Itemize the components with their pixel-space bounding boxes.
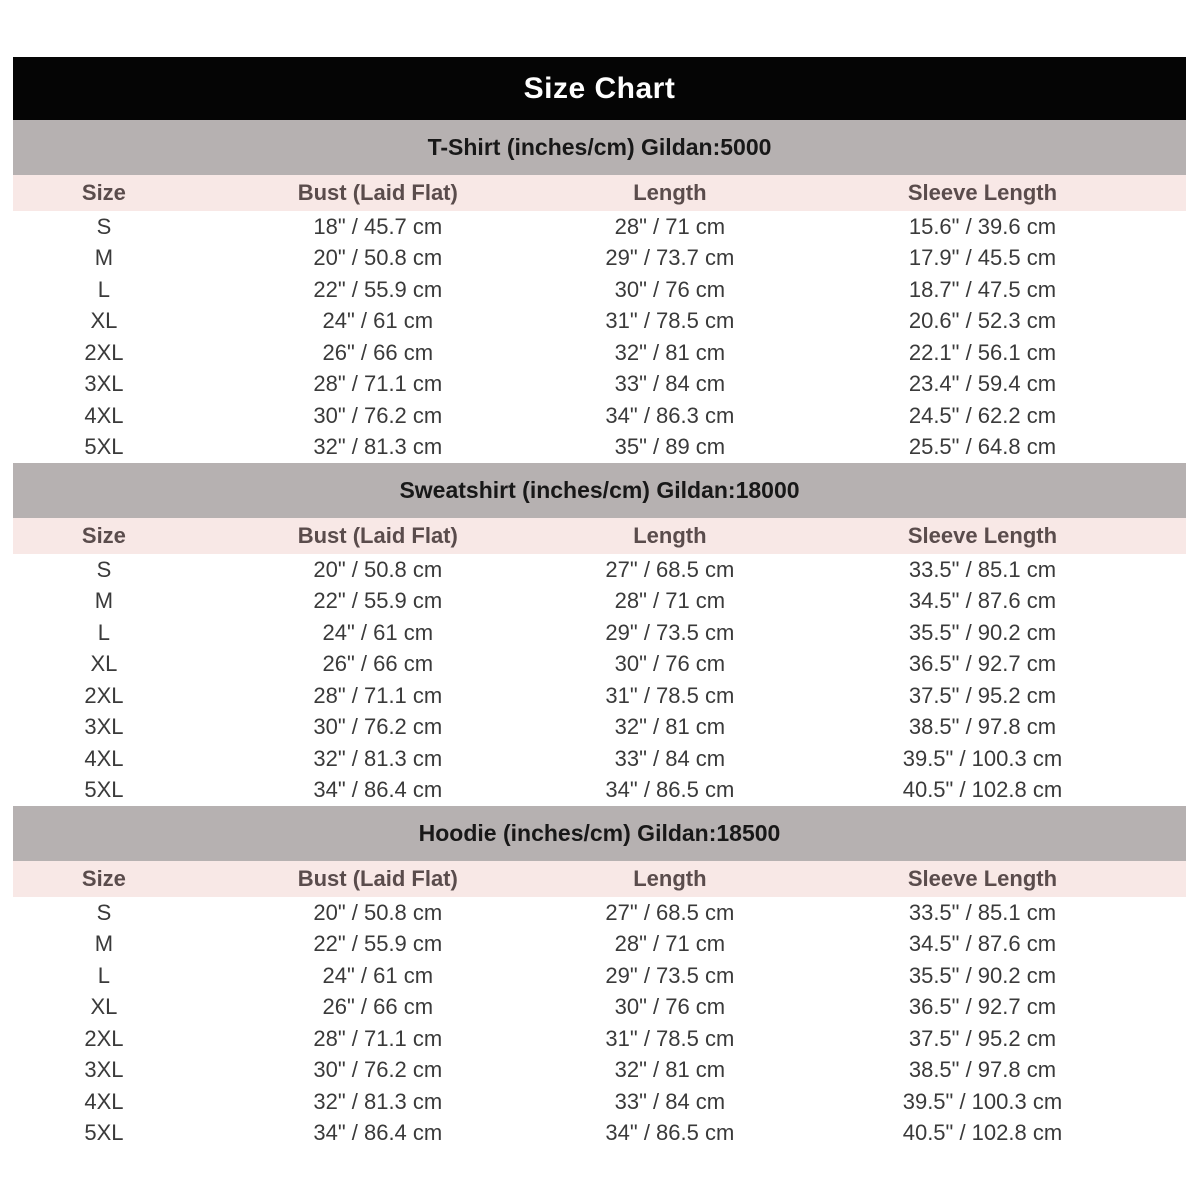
table-row: [13, 1086, 1186, 1118]
column-header-length: Length: [633, 523, 707, 548]
section-heading-text: Hoodie (inches/cm) Gildan:18500: [418, 820, 781, 846]
table-row: [13, 400, 1186, 432]
table-body-sweatshirt: [13, 554, 1186, 806]
table-cell: 27" / 68.5 cm: [605, 899, 735, 925]
table-header-row: [13, 861, 1186, 897]
table-cell: 34" / 86.3 cm: [605, 402, 735, 428]
table-cell: 23.4" / 59.4 cm: [908, 371, 1057, 397]
column-header-size: Size: [81, 523, 126, 548]
table-cell: S: [96, 899, 112, 925]
table-row: [13, 1118, 1186, 1150]
table-row: [13, 960, 1186, 992]
table-cell: 22" / 55.9 cm: [313, 588, 443, 614]
table-row: [13, 369, 1186, 401]
column-header-sleeve: Sleeve Length: [907, 866, 1058, 891]
table-cell: 29" / 73.5 cm: [605, 619, 735, 645]
table-cell: 30" / 76 cm: [614, 276, 726, 302]
table-cell: 5XL: [84, 777, 124, 803]
table-row: [13, 992, 1186, 1024]
table-cell: 40.5" / 102.8 cm: [902, 1120, 1063, 1146]
column-header-size: Size: [81, 866, 126, 891]
table-cell: 37.5" / 95.2 cm: [908, 682, 1057, 708]
table-row: [13, 274, 1186, 306]
table-cell: M: [94, 588, 114, 614]
table-cell: 27" / 68.5 cm: [605, 556, 735, 582]
table-cell: 29" / 73.5 cm: [605, 962, 735, 988]
table-cell: 18.7" / 47.5 cm: [908, 276, 1057, 302]
size-chart: [13, 57, 1186, 1149]
table-header-row: [13, 175, 1186, 211]
table-cell: L: [97, 276, 111, 302]
table-cell: 32" / 81.3 cm: [313, 745, 443, 771]
table-cell: 2XL: [84, 339, 124, 365]
table-cell: 33.5" / 85.1 cm: [908, 899, 1057, 925]
table-cell: 20" / 50.8 cm: [313, 245, 443, 271]
table-cell: 4XL: [84, 745, 124, 771]
table-cell: 18" / 45.7 cm: [313, 213, 443, 239]
table-cell: 32" / 81 cm: [614, 1057, 726, 1083]
size-chart-title-bar: [13, 57, 1186, 120]
table-cell: 39.5" / 100.3 cm: [902, 745, 1063, 771]
table-row: [13, 306, 1186, 338]
section-heading-text: T-Shirt (inches/cm) Gildan:5000: [427, 134, 772, 160]
column-header-sleeve: Sleeve Length: [907, 180, 1058, 205]
table-cell: 36.5" / 92.7 cm: [908, 651, 1057, 677]
table-cell: 26" / 66 cm: [322, 651, 434, 677]
table-cell: 34" / 86.4 cm: [313, 1120, 443, 1146]
section-sweatshirt: [13, 463, 1186, 806]
section-hoodie: [13, 806, 1186, 1149]
table-cell: 4XL: [84, 402, 124, 428]
table-cell: 36.5" / 92.7 cm: [908, 994, 1057, 1020]
table-cell: L: [97, 962, 111, 988]
table-row: [13, 1023, 1186, 1055]
section-tshirt: [13, 120, 1186, 463]
table-cell: 26" / 66 cm: [322, 339, 434, 365]
table-cell: 22.1" / 56.1 cm: [908, 339, 1057, 365]
table-cell: 34" / 86.4 cm: [313, 777, 443, 803]
table-cell: 30" / 76 cm: [614, 994, 726, 1020]
column-header-bust: Bust (Laid Flat): [297, 523, 458, 548]
table-cell: 28" / 71 cm: [614, 213, 726, 239]
table-cell: XL: [90, 651, 118, 677]
table-cell: 2XL: [84, 682, 124, 708]
table-cell: 4XL: [84, 1088, 124, 1114]
table-row: [13, 617, 1186, 649]
section-heading: [13, 806, 1186, 861]
table-cell: 33" / 84 cm: [614, 371, 726, 397]
table-cell: 28" / 71.1 cm: [313, 1025, 443, 1051]
table-cell: 24" / 61 cm: [322, 619, 434, 645]
table-cell: 30" / 76.2 cm: [313, 1057, 443, 1083]
column-header-length: Length: [633, 180, 707, 205]
table-cell: 3XL: [84, 371, 124, 397]
table-body-hoodie: [13, 897, 1186, 1149]
table-row: [13, 586, 1186, 618]
table-row: [13, 897, 1186, 929]
table-cell: XL: [90, 308, 118, 334]
table-cell: 33" / 84 cm: [614, 1088, 726, 1114]
table-cell: 20" / 50.8 cm: [313, 556, 443, 582]
table-cell: 22" / 55.9 cm: [313, 931, 443, 957]
column-header-bust: Bust (Laid Flat): [297, 180, 458, 205]
section-heading-text: Sweatshirt (inches/cm) Gildan:18000: [399, 477, 800, 503]
table-row: [13, 929, 1186, 961]
page-title: Size Chart: [523, 71, 676, 105]
column-header-size: Size: [81, 180, 126, 205]
table-cell: 34.5" / 87.6 cm: [908, 931, 1057, 957]
column-header-bust: Bust (Laid Flat): [297, 866, 458, 891]
table-cell: 35.5" / 90.2 cm: [908, 962, 1057, 988]
section-heading: [13, 120, 1186, 175]
table-header-row: [13, 518, 1186, 554]
table-cell: 5XL: [84, 1120, 124, 1146]
table-cell: 20" / 50.8 cm: [313, 899, 443, 925]
table-cell: 28" / 71 cm: [614, 931, 726, 957]
table-cell: 39.5" / 100.3 cm: [902, 1088, 1063, 1114]
table-row: [13, 337, 1186, 369]
table-cell: 30" / 76.2 cm: [313, 714, 443, 740]
table-cell: L: [97, 619, 111, 645]
table-row: [13, 712, 1186, 744]
table-cell: 31" / 78.5 cm: [605, 308, 735, 334]
table-cell: 15.6" / 39.6 cm: [908, 213, 1057, 239]
table-cell: 34" / 86.5 cm: [605, 1120, 735, 1146]
table-cell: 31" / 78.5 cm: [605, 1025, 735, 1051]
table-cell: 33.5" / 85.1 cm: [908, 556, 1057, 582]
table-row: [13, 243, 1186, 275]
table-cell: 29" / 73.7 cm: [605, 245, 735, 271]
table-row: [13, 554, 1186, 586]
table-cell: 32" / 81 cm: [614, 714, 726, 740]
table-cell: 28" / 71.1 cm: [313, 682, 443, 708]
table-cell: 34.5" / 87.6 cm: [908, 588, 1057, 614]
table-row: [13, 680, 1186, 712]
table-cell: 26" / 66 cm: [322, 994, 434, 1020]
table-cell: 30" / 76 cm: [614, 651, 726, 677]
table-row: [13, 432, 1186, 464]
table-cell: 17.9" / 45.5 cm: [908, 245, 1057, 271]
table-cell: M: [94, 245, 114, 271]
table-row: [13, 1055, 1186, 1087]
table-row: [13, 775, 1186, 807]
table-cell: 24.5" / 62.2 cm: [908, 402, 1057, 428]
table-cell: 33" / 84 cm: [614, 745, 726, 771]
table-cell: M: [94, 931, 114, 957]
table-cell: 38.5" / 97.8 cm: [908, 1057, 1057, 1083]
table-cell: S: [96, 556, 112, 582]
table-cell: S: [96, 213, 112, 239]
table-cell: 25.5" / 64.8 cm: [908, 434, 1057, 460]
column-header-length: Length: [633, 866, 707, 891]
table-cell: 37.5" / 95.2 cm: [908, 1025, 1057, 1051]
table-cell: 2XL: [84, 1025, 124, 1051]
column-header-sleeve: Sleeve Length: [907, 523, 1058, 548]
table-row: [13, 649, 1186, 681]
table-cell: 32" / 81 cm: [614, 339, 726, 365]
table-cell: 32" / 81.3 cm: [313, 434, 443, 460]
table-cell: 24" / 61 cm: [322, 962, 434, 988]
table-cell: 24" / 61 cm: [322, 308, 434, 334]
table-cell: 31" / 78.5 cm: [605, 682, 735, 708]
table-cell: 35.5" / 90.2 cm: [908, 619, 1057, 645]
table-row: [13, 743, 1186, 775]
section-heading: [13, 463, 1186, 518]
table-cell: 30" / 76.2 cm: [313, 402, 443, 428]
table-cell: 5XL: [84, 434, 124, 460]
table-cell: 3XL: [84, 714, 124, 740]
table-cell: 28" / 71 cm: [614, 588, 726, 614]
table-cell: 28" / 71.1 cm: [313, 371, 443, 397]
table-cell: 20.6" / 52.3 cm: [908, 308, 1057, 334]
table-row: [13, 211, 1186, 243]
table-cell: 40.5" / 102.8 cm: [902, 777, 1063, 803]
table-cell: 38.5" / 97.8 cm: [908, 714, 1057, 740]
table-body-tshirt: [13, 211, 1186, 463]
table-cell: 32" / 81.3 cm: [313, 1088, 443, 1114]
table-cell: 35" / 89 cm: [614, 434, 726, 460]
table-cell: XL: [90, 994, 118, 1020]
table-cell: 3XL: [84, 1057, 124, 1083]
table-cell: 34" / 86.5 cm: [605, 777, 735, 803]
table-cell: 22" / 55.9 cm: [313, 276, 443, 302]
